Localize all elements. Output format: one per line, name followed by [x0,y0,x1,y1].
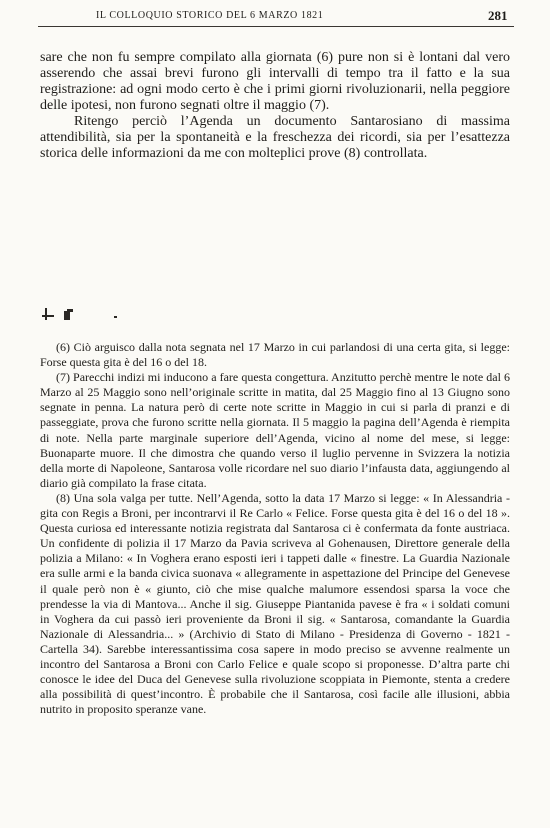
body-paragraph-1: sare che non fu sempre compilato alla giornata (6) pure non si è lontani dal vero asserendo che assai brevi furono gli intervalli di tempo tra il fatto e la sua registrazione: ad ogni modo certo è che i primi giorni rivoluzionarii, nella peggiore delle ipotesi, non furono segnati oltre il maggio (7). [40,50,510,113]
running-head: IL COLLOQUIO STORICO DEL 6 MARZO 1821 [96,10,324,21]
header-rule [38,26,514,27]
footnotes [40,340,510,717]
main-text [40,50,510,162]
footnote-6: (6) Ciò arguisco dalla nota segnata nel 17 Marzo in cui parlandosi di una certa gita, si legge: Forse questa gita è del 16 o del 18. [40,340,510,370]
body-paragraph-2: Ritengo perciò l’Agenda un documento Santarosiano di massima attendibilità, sia per la spontaneità e la freschezza dei ricordi, sia per l’esattezza storica delle informazioni da me con molteplici prove (8) controllata. [40,114,510,161]
footnote-7: (7) Parecchi indizi mi inducono a fare questa congettura. Anzitutto perchè mentre le note dal 6 Marzo al 25 Maggio sono nell’originale scritte in matita, dal 25 Maggio fino al 13 Giugno sono segnate in penna. La natura però di certe note scritte in Maggio in cui si parla di pranzi e di passeggiate, prova che furono scritte nella giornata. Il 5 maggio la pagina dell’Agenda è riempita di note. Nella parte marginale superiore dell’Agenda, vicino al nome del mese, si legge: Buonaparte muore. Il che dimostra che quando verso il luglio pervenne in Svizzera la notizia della morte di Napoleone, Santarosa volle ricordare nel suo diario l’infausta data, aggiungendo al diario già compilato la frase citata. [40,370,510,490]
footnote-8: (8) Una sola valga per tutte. Nell’Agenda, sotto la data 17 Marzo si legge: « In Alessandria - gita con Regis a Broni, per incontrarvi il Re Carlo « Felice. Forse questa gita è del 16 o del 18 ». Questa curiosa ed interessante notizia registrata dal Santarosa ci è confermata da fonte austriaca. Un confidente di polizia il 17 Marzo da Pavia scriveva al Gohenausen, Direttore generale della polizia a Milano: « In Voghera erano esposti ieri i tappeti dalle « finestre. La Guardia Nazionale era sulle armi e la banda civica suonava « allegramente in aspettazione del Principe del Genevese il quale però non è « giunto, ciò che mise qualche malumore essendosi sparsa la voce che prendesse la via di Mantova... Anche il sig. Giuseppe Piantanida pavese è fra « i soldati comuni in Voghera da cui passò ieri proveniente da Broni il sig. « Santarosa, comandante la Guardia Nazionale di Alessandria... » (Archivio di Stato di Milano - Presidenza di Governo - 1821 - Cartella 34). Sarebbe interessantissima cosa sapere in modo preciso se avvenne realmente un incontro del Santarosa a Broni con Carlo Felice e quale scopo si proponesse. D’altra parte chi conosce le idee del Duca del Genevese sulla rivoluzione scoppiata in Piemonte, stenta a credere alla possibilità di quest’incontro. È probabile che il Santarosa, così facile alle illusioni, abbia nutrito in proposito speranze vane. [40,490,510,717]
page-number: 281 [488,8,508,23]
printer-mark [42,307,122,323]
